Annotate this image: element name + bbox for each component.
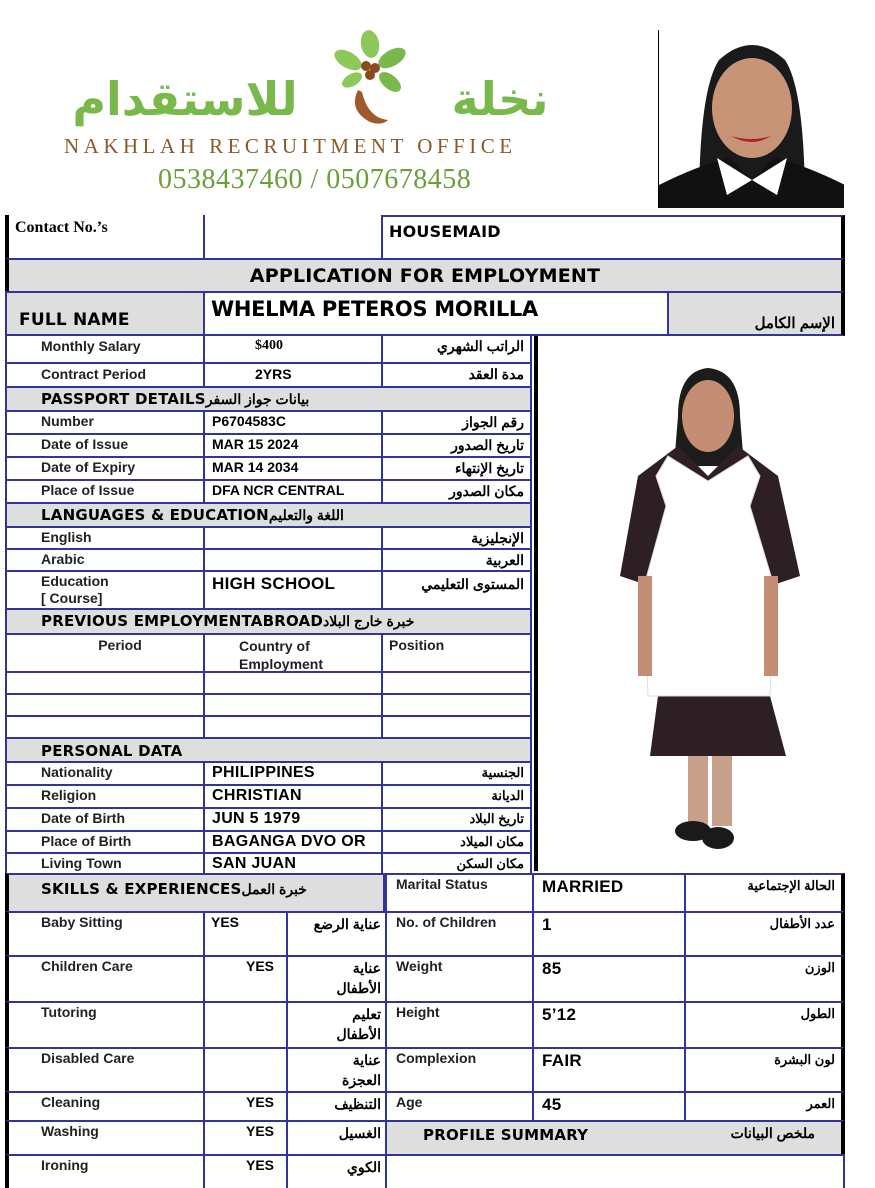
status-ar-cell <box>684 1091 845 1122</box>
skill-value: YES <box>245 1094 274 1110</box>
personal-row-label-cell <box>5 807 205 832</box>
employment-title: PREVIOUS EMPLOYMENTABROAD <box>41 612 324 630</box>
personal-row-value: CHRISTIAN <box>212 787 302 804</box>
personal-section-header <box>5 737 532 763</box>
passport-row-label: Date of Expiry <box>41 459 136 475</box>
passport-row-ar: رقم الجواز <box>462 414 524 430</box>
status-label-cell <box>385 1047 534 1093</box>
skill-label-cell <box>5 1001 205 1049</box>
skill-label: Tutoring <box>41 1004 97 1020</box>
profile-summary-title: PROFILE SUMMARY <box>423 1126 589 1144</box>
personal-row-value: BAGANGA DVO OR <box>212 833 366 850</box>
arabic-ar: العربية <box>485 552 524 568</box>
passport-row-ar-cell <box>381 433 532 458</box>
personal-row-label-cell <box>5 761 205 786</box>
skill-value-cell[interactable] <box>203 1091 288 1122</box>
employment-cell[interactable] <box>5 671 205 695</box>
passport-row-value: DFA NCR CENTRAL <box>212 482 345 498</box>
skill-label-cell <box>5 911 205 957</box>
skill-value-cell[interactable] <box>203 1120 288 1156</box>
status-value: 45 <box>542 1095 562 1114</box>
personal-row-ar: الديانة <box>491 788 524 803</box>
passport-row-ar: تاريخ الإنتهاء <box>454 460 524 476</box>
contract-period-ar-cell <box>381 362 532 388</box>
skill-ar-cell <box>286 911 387 957</box>
employment-cell-value <box>383 673 530 677</box>
employment-title-ar: خبرة خارج البلاد <box>323 613 415 629</box>
passport-row-label-cell <box>5 433 205 458</box>
passport-row-value: P6704583C <box>212 413 286 429</box>
profile-summary-title-ar: ملخص البيانات <box>730 1125 815 1141</box>
status-label-cell <box>385 955 534 1003</box>
education-value: HIGH SCHOOL <box>212 574 336 593</box>
employment-cell[interactable] <box>381 715 532 739</box>
logo-arabic-right: نخلة <box>451 72 549 126</box>
status-value: 5’12 <box>542 1005 577 1024</box>
employment-cell-value <box>7 695 203 699</box>
position-title: HOUSEMAID <box>389 222 501 241</box>
skill-value <box>205 1049 286 1050</box>
employment-header-country-label: Country of Employment <box>239 638 324 672</box>
skill-value: YES <box>245 958 274 974</box>
passport-row-value-cell[interactable] <box>203 433 383 458</box>
contract-period-label-cell <box>5 362 205 388</box>
status-ar-cell <box>684 911 845 957</box>
full-name-value: WHELMA PETEROS MORILLA <box>211 297 538 321</box>
profile-summary-header <box>385 1120 845 1156</box>
personal-row-ar: تاريخ البلاد <box>469 811 524 826</box>
skill-ar-cell <box>286 1120 387 1156</box>
status-ar-cell <box>684 955 845 1003</box>
status-value: MARRIED <box>542 877 624 896</box>
personal-row-value: PHILIPPINES <box>212 764 315 781</box>
arabic-ar-cell <box>381 548 532 572</box>
skill-label-cell <box>5 955 205 1003</box>
education-label: Education <box>41 573 109 589</box>
contract-period-label: Contract Period <box>41 366 147 382</box>
salary-label-cell <box>5 334 205 364</box>
form-title-cell <box>5 258 845 293</box>
personal-row-value: SAN JUAN <box>212 855 297 872</box>
status-value-cell[interactable] <box>532 1001 686 1049</box>
contact-value-cell[interactable] <box>203 215 383 260</box>
salary-value: $400 <box>255 338 283 353</box>
contract-period-ar: مدة العقد <box>468 366 524 382</box>
employment-header-position-label: Position <box>389 637 445 653</box>
passport-row-ar: تاريخ الصدور <box>451 437 524 453</box>
status-label: No. of Children <box>396 914 497 930</box>
full-name-ar-cell <box>667 291 845 336</box>
status-label-cell <box>385 873 534 913</box>
personal-row-label: Religion <box>41 787 97 803</box>
status-label: Age <box>396 1094 423 1110</box>
skill-label: Disabled Care <box>41 1050 135 1066</box>
company-logo <box>60 30 580 200</box>
employment-cell-value <box>383 717 530 721</box>
personal-row-value-cell[interactable] <box>203 807 383 832</box>
employment-header-position <box>381 633 532 673</box>
skill-value: YES <box>245 1157 274 1173</box>
skill-ar: الكوي <box>346 1159 381 1175</box>
status-label-cell <box>385 1001 534 1049</box>
languages-title: LANGUAGES & EDUCATION <box>41 506 269 524</box>
employment-header-period-label: Period <box>98 637 142 653</box>
personal-row-ar: مكان الميلاد <box>460 834 524 849</box>
passport-row-value: MAR 15 2024 <box>212 436 299 452</box>
personal-row-label: Place of Birth <box>41 833 132 849</box>
employment-cell-value <box>205 695 381 699</box>
passport-photo <box>658 30 844 208</box>
status-label: Weight <box>396 958 443 974</box>
office-name: NAKHLAH RECRUITMENT OFFICE <box>64 134 517 158</box>
skill-label-cell <box>5 1091 205 1122</box>
employment-header-text <box>7 610 530 633</box>
status-label: Height <box>396 1004 440 1020</box>
personal-row-ar-cell <box>381 761 532 786</box>
skill-label: Ironing <box>41 1157 89 1173</box>
employment-cell[interactable] <box>203 671 383 695</box>
skill-ar-cell <box>286 1047 387 1093</box>
personal-row-label-cell <box>5 784 205 809</box>
employment-cell[interactable] <box>381 693 532 717</box>
education-ar: المستوى التعليمي <box>421 576 524 592</box>
personal-row-label: Living Town <box>41 855 122 871</box>
palm-tree-icon <box>330 30 410 125</box>
status-value-cell[interactable] <box>532 911 686 957</box>
skill-ar-cell <box>286 1001 387 1049</box>
passport-row-label: Date of Issue <box>41 436 129 452</box>
employment-cell[interactable] <box>5 693 205 717</box>
status-label: Marital Status <box>396 876 488 892</box>
skill-ar: الغسيل <box>338 1125 381 1141</box>
employment-cell-value <box>205 673 381 677</box>
passport-row-ar-cell <box>381 479 532 504</box>
status-ar: عدد الأطفال <box>769 916 835 931</box>
skill-label-cell <box>5 1154 205 1188</box>
arabic-value <box>205 550 381 554</box>
skill-label: Baby Sitting <box>41 914 123 930</box>
passport-row-label-cell <box>5 456 205 481</box>
personal-title: PERSONAL DATA <box>41 742 183 760</box>
employment-cell[interactable] <box>203 715 383 739</box>
employment-section-header <box>5 608 532 635</box>
salary-ar-cell <box>381 334 532 364</box>
contract-period-value: 2YRS <box>255 366 292 382</box>
employment-cell-value <box>7 673 203 677</box>
languages-title-ar: اللغة والتعليم <box>268 507 344 523</box>
personal-row-value-cell[interactable] <box>203 761 383 786</box>
form-title: APPLICATION FOR EMPLOYMENT <box>249 265 601 287</box>
english-label-cell <box>5 526 205 550</box>
skill-value-cell[interactable] <box>203 1047 288 1093</box>
skills-section-header <box>5 873 385 913</box>
salary-ar: الراتب الشهري <box>436 338 524 354</box>
skill-label-cell <box>5 1047 205 1093</box>
contact-value <box>205 215 381 219</box>
contact-label-cell <box>5 215 205 260</box>
full-name-label: FULL NAME <box>19 310 130 330</box>
skill-value-cell[interactable] <box>203 955 288 1003</box>
full-body-photo <box>534 336 875 871</box>
english-ar: الإنجليزية <box>471 530 524 546</box>
office-phones: 0538437460 / 0507678458 <box>158 164 472 195</box>
passport-row-label: Place of Issue <box>41 482 135 498</box>
skill-value: YES <box>211 914 240 930</box>
skill-ar-cell <box>286 955 387 1003</box>
personal-row-value: JUN 5 1979 <box>212 810 301 827</box>
skill-label-cell <box>5 1120 205 1156</box>
passport-row-value-cell[interactable] <box>203 479 383 504</box>
personal-row-ar: مكان السكن <box>456 856 524 871</box>
status-value-cell[interactable] <box>532 873 686 913</box>
profile-summary-text <box>387 1156 843 1160</box>
skill-ar-cell <box>286 1091 387 1122</box>
status-value: 1 <box>542 915 552 934</box>
arabic-label-cell <box>5 548 205 572</box>
passport-header-text <box>7 388 530 411</box>
status-ar: العمر <box>806 1096 835 1111</box>
personal-row-ar-cell <box>381 784 532 809</box>
passport-row-value-cell[interactable] <box>203 456 383 481</box>
personal-row-ar: الجنسية <box>481 765 524 780</box>
skill-ar: التنظيف <box>334 1096 381 1112</box>
skill-label: Cleaning <box>41 1094 101 1110</box>
contact-label: Contact No.’s <box>15 219 108 236</box>
languages-section-header <box>5 502 532 528</box>
full-name-label-cell <box>5 291 205 336</box>
passport-row-value-cell[interactable] <box>203 410 383 435</box>
skill-ar: عناية الأطفال <box>336 960 381 996</box>
personal-row-value-cell[interactable] <box>203 784 383 809</box>
status-ar: لون البشرة <box>774 1052 835 1067</box>
employment-cell[interactable] <box>381 671 532 695</box>
education-value-cell[interactable] <box>203 570 383 610</box>
status-ar: الطول <box>800 1006 835 1021</box>
status-ar-cell <box>684 873 845 913</box>
skill-ar: عناية العجزة <box>341 1052 381 1088</box>
salary-label: Monthly Salary <box>41 338 141 354</box>
skill-label: Washing <box>41 1123 99 1139</box>
skills-title: SKILLS & EXPERIENCES <box>41 880 242 898</box>
profile-summary-body[interactable] <box>385 1154 845 1188</box>
passport-row-label-cell <box>5 410 205 435</box>
personal-row-label: Nationality <box>41 764 113 780</box>
full-name-ar: الإسم الكامل <box>754 315 835 332</box>
status-ar-cell <box>684 1001 845 1049</box>
employment-cell-value <box>383 695 530 699</box>
passport-row-label: Number <box>41 413 94 429</box>
skill-ar-cell <box>286 1154 387 1188</box>
status-ar: الوزن <box>804 960 835 975</box>
skill-ar: تعليم الأطفال <box>336 1006 381 1042</box>
status-value-cell[interactable] <box>532 1047 686 1093</box>
status-value-cell[interactable] <box>532 955 686 1003</box>
position-cell <box>381 215 845 260</box>
skill-value-cell[interactable] <box>203 1001 288 1049</box>
personal-row-ar-cell <box>381 807 532 832</box>
status-value: FAIR <box>542 1051 582 1070</box>
salary-value-cell[interactable] <box>203 334 383 364</box>
personal-row-label: Date of Birth <box>41 810 125 826</box>
skills-header-text <box>9 875 383 901</box>
status-label-cell <box>385 911 534 957</box>
english-value-cell[interactable] <box>203 526 383 550</box>
status-label: Complexion <box>396 1050 477 1066</box>
status-value: 85 <box>542 959 562 978</box>
full-name-value-cell[interactable] <box>203 291 669 336</box>
skills-title-ar: خبرة العمل <box>241 881 307 897</box>
education-ar-cell <box>381 570 532 610</box>
status-ar-cell <box>684 1047 845 1093</box>
passport-row-ar-cell <box>381 410 532 435</box>
status-value-cell[interactable] <box>532 1091 686 1122</box>
passport-row-label-cell <box>5 479 205 504</box>
employment-cell-value <box>205 717 381 721</box>
english-ar-cell <box>381 526 532 550</box>
english-label: English <box>41 529 92 545</box>
skill-value <box>205 1003 286 1004</box>
english-value <box>205 528 381 532</box>
status-ar: الحالة الإجتماعية <box>747 878 835 893</box>
education-label-cell <box>5 570 205 610</box>
employment-cell[interactable] <box>203 693 383 717</box>
status-label-cell <box>385 1091 534 1122</box>
passport-row-ar-cell <box>381 456 532 481</box>
employment-header-country <box>203 633 383 673</box>
arabic-value-cell[interactable] <box>203 548 383 572</box>
passport-row-value: MAR 14 2034 <box>212 459 299 475</box>
skill-value-cell[interactable] <box>203 911 288 957</box>
passport-title: PASSPORT DETAILS <box>41 390 206 408</box>
contract-period-value-cell[interactable] <box>203 362 383 388</box>
languages-header-text <box>7 504 530 527</box>
passport-section-header <box>5 386 532 412</box>
skill-value: YES <box>245 1123 274 1139</box>
passport-title-ar: بيانات جواز السفر <box>205 391 310 407</box>
passport-row-ar: مكان الصدور <box>449 483 524 499</box>
employment-cell[interactable] <box>5 715 205 739</box>
employment-cell-value <box>7 717 203 721</box>
skill-label: Children Care <box>41 958 133 974</box>
arabic-label: Arabic <box>41 551 85 567</box>
employment-header-period <box>5 633 205 673</box>
skill-ar: عناية الرضع <box>313 916 381 932</box>
logo-arabic-left: للاستقدام <box>72 72 298 126</box>
skill-value-cell[interactable] <box>203 1154 288 1188</box>
education-course-label: [ Course] <box>41 590 103 606</box>
